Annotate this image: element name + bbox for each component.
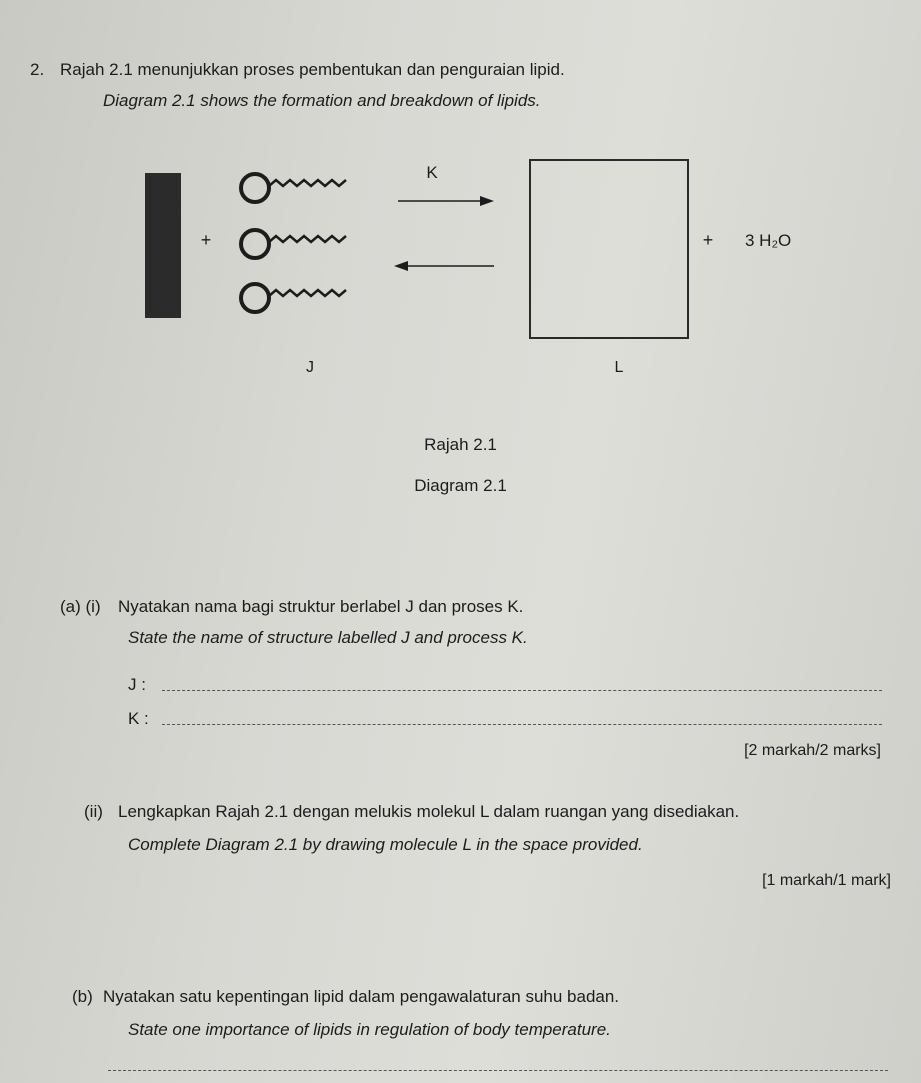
answer-j-line[interactable] <box>162 690 882 691</box>
answer-b-line[interactable] <box>108 1070 888 1071</box>
fatty-acid-1 <box>241 174 346 202</box>
forward-arrow-head <box>480 196 494 206</box>
glycerol-bar <box>145 173 181 318</box>
part-b-text-en: State one importance of lipids in regulation of body temperature. <box>128 1020 611 1039</box>
fatty-acid-2 <box>241 230 346 258</box>
label-l: L <box>614 359 624 376</box>
water-molecules: 3 H₂O <box>745 231 792 250</box>
label-j: J <box>306 359 314 376</box>
molecule-l-box <box>530 160 688 338</box>
question-intro-en: Diagram 2.1 shows the formation and breakdown of lipids. <box>103 91 541 110</box>
part-a-ii-label: (ii) <box>84 802 103 821</box>
diagram-caption-ms: Rajah 2.1 <box>424 435 497 454</box>
plus-left: + <box>200 230 212 250</box>
plus-right: + <box>702 230 714 250</box>
answer-j-label: J : <box>128 675 146 694</box>
part-a-ii-text-en: Complete Diagram 2.1 by drawing molecule L in the space provided. <box>128 835 643 854</box>
question-intro-ms: Rajah 2.1 menunjukkan proses pembentukan dan penguraian lipid. <box>60 60 565 79</box>
reverse-arrow-head <box>394 261 408 271</box>
part-b-label: (b) <box>72 987 93 1006</box>
part-a-i-label: (a) (i) <box>60 597 101 616</box>
arrow-label-k: K <box>426 163 438 182</box>
answer-k-line[interactable] <box>162 724 882 725</box>
answer-k-label: K : <box>128 709 149 728</box>
part-b-text-ms: Nyatakan satu kepentingan lipid dalam pengawalaturan suhu badan. <box>103 987 620 1006</box>
diagram-caption-en: Diagram 2.1 <box>414 476 507 495</box>
marks-a-i: [2 markah/2 marks] <box>744 742 881 759</box>
lipid-diagram <box>0 140 921 400</box>
part-a-i-text-ms: Nyatakan nama bagi struktur berlabel J dan proses K. <box>118 597 524 616</box>
marks-a-ii: [1 markah/1 mark] <box>762 872 891 889</box>
fatty-acid-3 <box>241 284 346 312</box>
question-number: 2. <box>30 60 45 79</box>
part-a-i-text-en: State the name of structure labelled J and process K. <box>128 628 528 647</box>
part-a-ii-text-ms: Lengkapkan Rajah 2.1 dengan melukis molekul L dalam ruangan yang disediakan. <box>118 802 740 821</box>
